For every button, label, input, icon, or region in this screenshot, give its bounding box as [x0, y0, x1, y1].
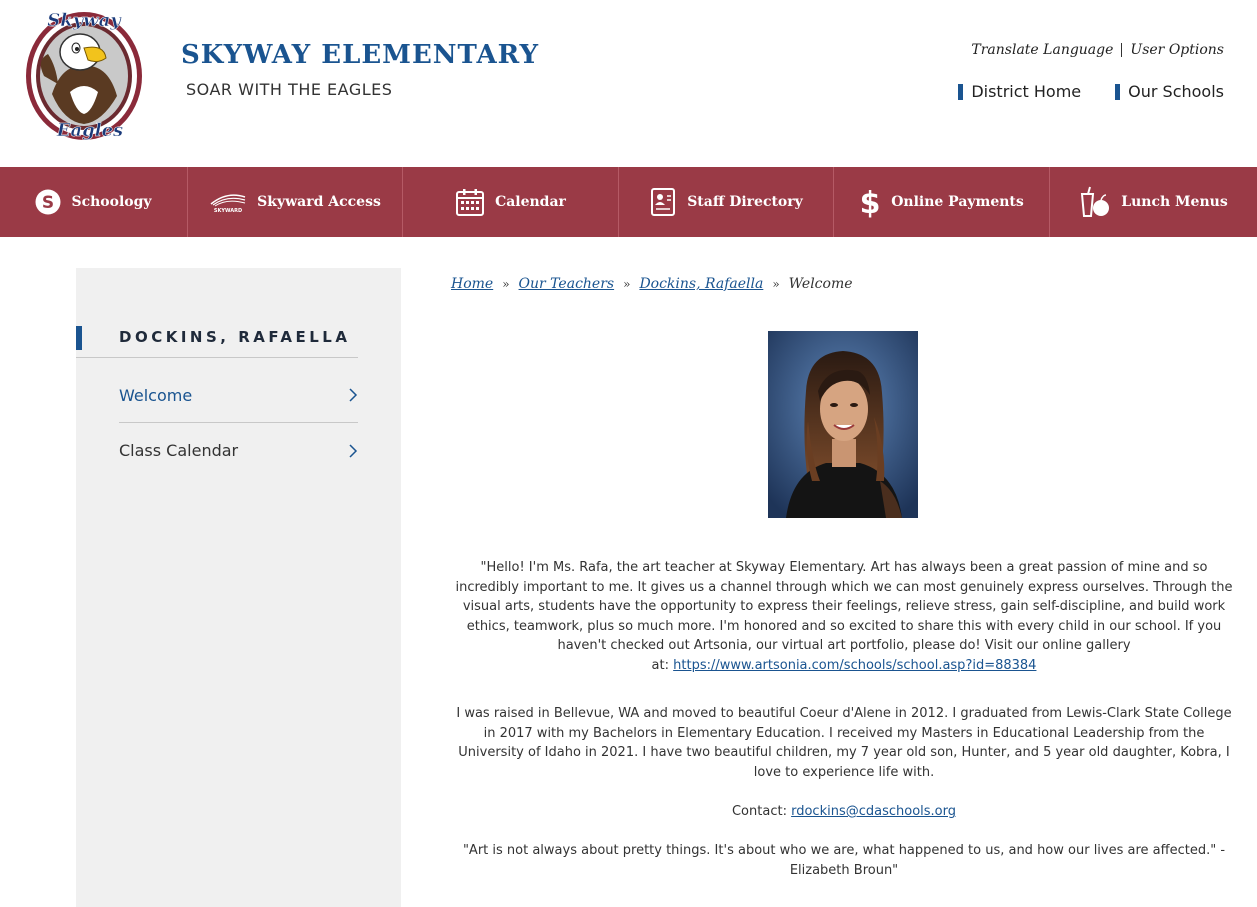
chevron-right-icon [348, 444, 358, 458]
nav-staff-directory[interactable] [619, 167, 834, 237]
divider [1121, 43, 1122, 57]
skyward-icon [209, 191, 247, 213]
staff-directory-icon [649, 187, 677, 217]
nav-lunch-menus[interactable] [1050, 167, 1257, 237]
nav-online-payments[interactable] [834, 167, 1050, 237]
breadcrumb-home[interactable]: Home [451, 276, 494, 292]
accent-bar [1115, 84, 1120, 100]
dollar-icon [859, 186, 881, 218]
sidebar-title: DOCKINS, RAFAELLA [119, 328, 351, 346]
lunch-icon [1079, 186, 1111, 218]
district-home-label: District Home [971, 82, 1082, 101]
sidebar [76, 268, 401, 907]
artsonia-link[interactable]: https://www.artsonia.com/schools/school.asp?id=88384 [673, 657, 1037, 673]
sidebar-item-label: Welcome [119, 385, 193, 405]
breadcrumb-separator: » [502, 277, 510, 291]
nav-staff-directory-label: Staff Directory [687, 194, 803, 210]
breadcrumb-separator: » [772, 277, 780, 291]
our-schools-label: Our Schools [1128, 82, 1224, 101]
sidebar-header [76, 326, 358, 358]
breadcrumb-current: Welcome [788, 276, 853, 292]
sidebar-item-label: Class Calendar [119, 441, 239, 460]
district-home-link[interactable] [958, 82, 1081, 101]
translate-language-link[interactable]: Translate Language [971, 42, 1114, 58]
svg-text:Eagles: Eagles [56, 120, 124, 141]
main-nav [0, 167, 1257, 237]
school-name[interactable]: SKYWAY ELEMENTARY [181, 40, 540, 70]
contact-label: Contact: [731, 804, 787, 819]
nav-skyward-access[interactable] [188, 167, 403, 237]
svg-text:Skyway: Skyway [47, 10, 121, 31]
svg-text:$: $ [859, 186, 881, 218]
contact-email-link[interactable]: rdockins@cdaschools.org [791, 804, 956, 819]
breadcrumb-teacher[interactable]: Dockins, Rafaella [639, 276, 764, 292]
sidebar-item-class-calendar[interactable] [119, 423, 358, 478]
chevron-right-icon [348, 388, 358, 402]
nav-online-payments-label: Online Payments [891, 194, 1024, 210]
district-nav [958, 82, 1224, 101]
school-logo[interactable] [22, 4, 146, 146]
bio-link-prefix: at: [651, 657, 669, 673]
nav-calendar-label: Calendar [495, 194, 566, 210]
svg-text:SKYWARD: SKYWARD [214, 208, 243, 213]
site-header [0, 0, 1257, 167]
breadcrumb-our-teachers[interactable]: Our Teachers [518, 276, 615, 292]
nav-lunch-menus-label: Lunch Menus [1121, 194, 1228, 210]
schoology-icon [35, 189, 61, 215]
nav-calendar[interactable] [403, 167, 619, 237]
teacher-photo [768, 331, 918, 518]
bio-paragraph-2: I was raised in Bellevue, WA and moved to beautiful Coeur d'Alene in 2012. I graduated from Lewis-Clark State College in 2017 with my Bachelors in Elementary Education. I received my Masters in Educational Leadership from the University of Idaho in 2021. I have two beautiful children, my 7 year old son, Hunter, and 5 year old daughter, Kobra, I love to experience life with. [456, 706, 1232, 780]
nav-schoology-label: Schoology [71, 194, 152, 210]
bio-paragraph-1 [455, 558, 1233, 675]
sidebar-accent [76, 326, 82, 350]
svg-text:S: S [42, 193, 55, 213]
nav-schoology[interactable] [0, 167, 188, 237]
utility-links [971, 42, 1224, 58]
our-schools-link[interactable] [1115, 82, 1224, 101]
sidebar-item-welcome[interactable] [119, 368, 358, 423]
quote: "Art is not always about pretty things. It's about who we are, what happened to us, and how our lives are affected." - Elizabeth Broun" [462, 843, 1226, 878]
accent-bar [958, 84, 963, 100]
breadcrumb-separator: » [623, 277, 631, 291]
nav-skyward-label: Skyward Access [257, 194, 381, 210]
user-options-link[interactable]: User Options [1130, 42, 1224, 58]
school-tagline: SOAR WITH THE EAGLES [186, 80, 393, 99]
bio-text: "Hello! I'm Ms. Rafa, the art teacher at Skyway Elementary. Art has always been a great passion of mine and so incredibly important to me. It gives us a channel through which we can most genuinely express ourselves. Through the visual arts, students have the opportunity to express their feelings, relieve stress, gain self-discipline, and build work ethics, teamwork, plus so much more. I'm honored and so excited to share this with every child in our school. If you haven't checked out Artsonia, our virtual art portfolio, please do! Visit our online gallery [455, 560, 1233, 653]
calendar-icon [455, 187, 485, 217]
contact-line [455, 802, 1233, 822]
breadcrumb [451, 276, 853, 292]
